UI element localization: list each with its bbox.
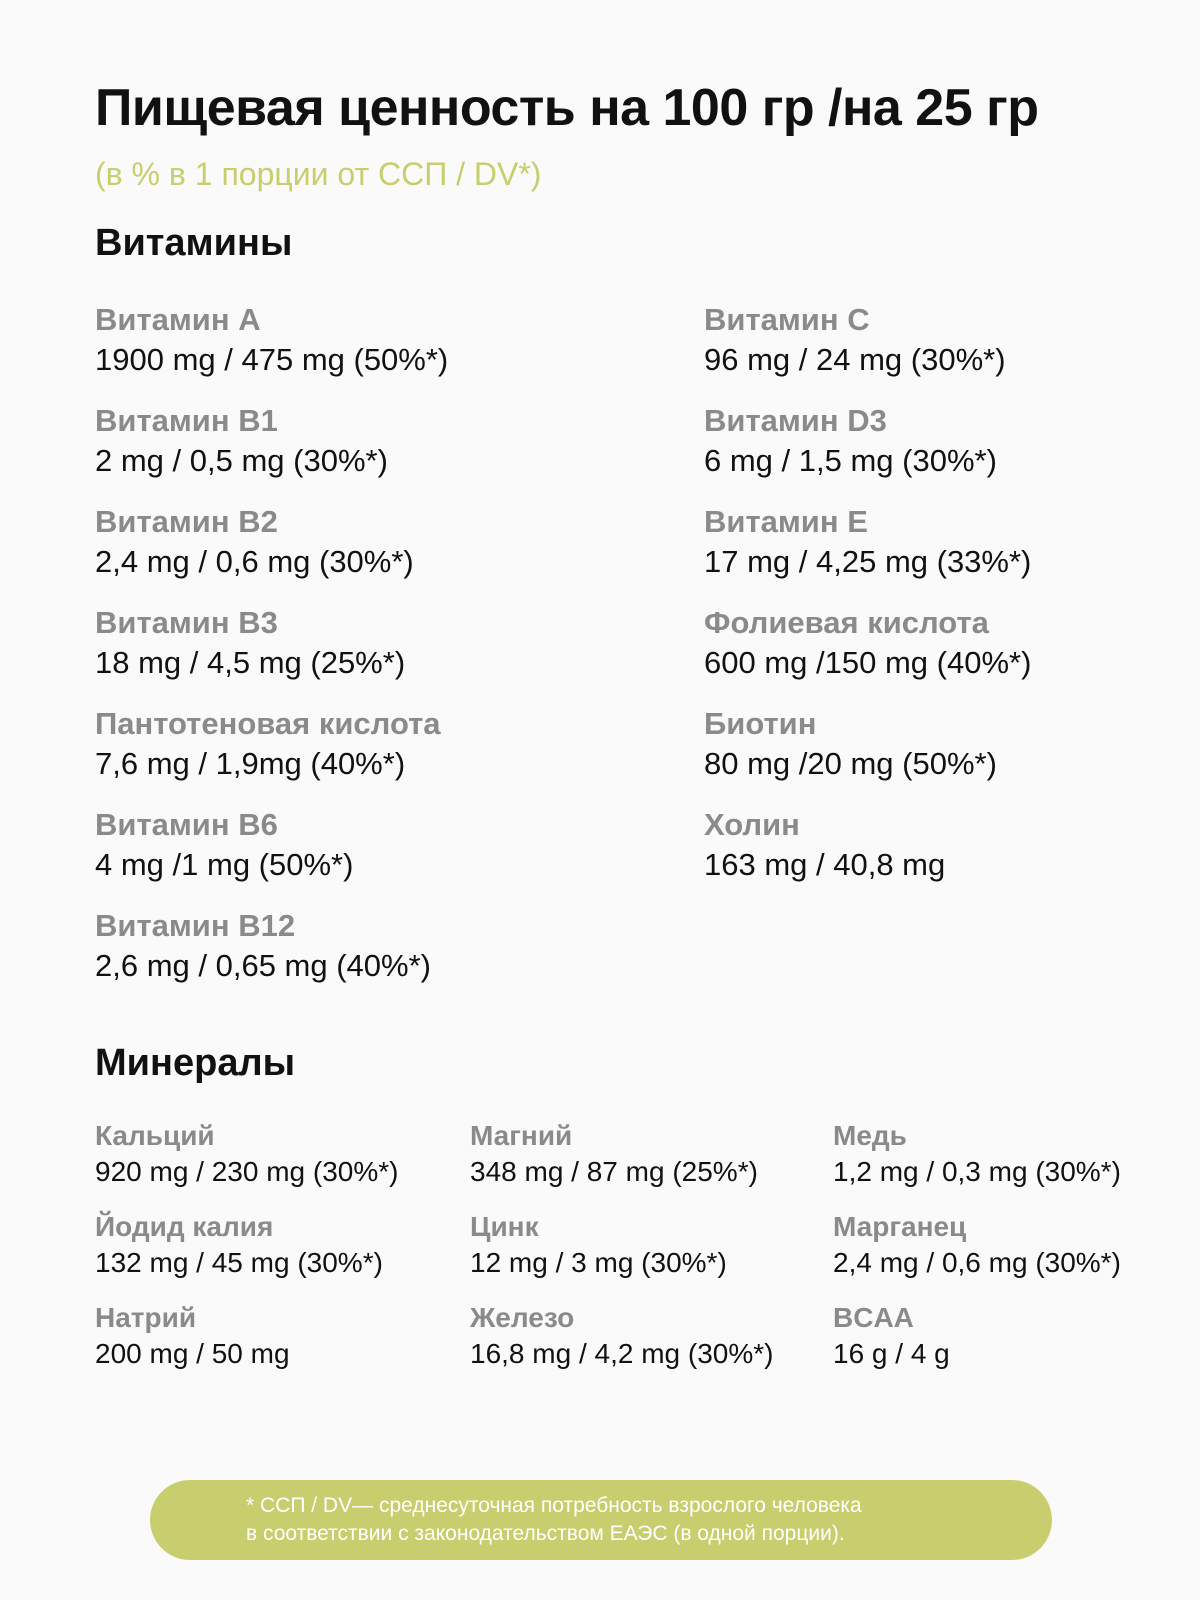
nutrient-item bbox=[470, 1209, 773, 1300]
nutrient-value: 4 mg /1 mg (50%*) bbox=[95, 847, 354, 882]
nutrient-value: 96 mg / 24 mg (30%*) bbox=[704, 342, 1006, 377]
footnote-line-2: в соответствии с законодательством ЕАЭС (в одной порции). bbox=[246, 1522, 845, 1545]
nutrient-name: Медь bbox=[833, 1120, 907, 1151]
minerals-column-3 bbox=[833, 1118, 1121, 1391]
nutrient-name: Магний bbox=[470, 1120, 573, 1151]
nutrient-item bbox=[704, 300, 1031, 401]
nutrient-value: 1,2 mg / 0,3 mg (30%*) bbox=[833, 1156, 1121, 1187]
nutrient-item bbox=[704, 502, 1031, 603]
footnote-line-1: * ССП / DV— среднесуточная потребность взрослого человека bbox=[246, 1494, 862, 1517]
nutrient-value: 16,8 mg / 4,2 mg (30%*) bbox=[470, 1338, 774, 1369]
vitamins-heading: Витамины bbox=[95, 222, 293, 264]
nutrient-item bbox=[704, 805, 1031, 906]
nutrient-item bbox=[833, 1118, 1121, 1209]
nutrient-name: Железо bbox=[470, 1302, 575, 1333]
nutrient-value: 17 mg / 4,25 mg (33%*) bbox=[704, 544, 1032, 579]
nutrient-item bbox=[95, 805, 448, 906]
nutrient-value: 2,6 mg / 0,65 mg (40%*) bbox=[95, 948, 431, 983]
nutrient-item bbox=[704, 704, 1031, 805]
nutrient-item bbox=[470, 1118, 773, 1209]
nutrient-item bbox=[95, 300, 448, 401]
nutrient-item bbox=[833, 1209, 1121, 1300]
vitamins-right-column bbox=[704, 300, 1031, 906]
nutrient-value: 1900 mg / 475 mg (50%*) bbox=[95, 342, 449, 377]
nutrient-item bbox=[95, 603, 448, 704]
nutrient-value: 7,6 mg / 1,9mg (40%*) bbox=[95, 746, 406, 781]
nutrient-item bbox=[704, 603, 1031, 704]
nutrient-name: Марганец bbox=[833, 1211, 967, 1242]
minerals-column-1 bbox=[95, 1118, 399, 1391]
nutrient-name: Цинк bbox=[470, 1211, 539, 1242]
footnote-banner bbox=[150, 1480, 1052, 1560]
nutrient-name: Холин bbox=[704, 807, 800, 842]
nutrient-item bbox=[95, 1118, 399, 1209]
nutrient-name: Витамин В6 bbox=[95, 807, 278, 842]
nutrient-item bbox=[95, 502, 448, 603]
nutrient-item bbox=[95, 1300, 399, 1391]
nutrient-value: 132 mg / 45 mg (30%*) bbox=[95, 1247, 383, 1278]
nutrient-name: Витамин А bbox=[95, 302, 261, 337]
nutrient-item bbox=[95, 906, 448, 1007]
nutrient-value: 18 mg / 4,5 mg (25%*) bbox=[95, 645, 406, 680]
nutrient-value: 348 mg / 87 mg (25%*) bbox=[470, 1156, 758, 1187]
nutrient-name: Биотин bbox=[704, 706, 817, 741]
nutrient-name: Кальций bbox=[95, 1120, 215, 1151]
nutrient-name: Витамин В2 bbox=[95, 504, 278, 539]
nutrient-value: 12 mg / 3 mg (30%*) bbox=[470, 1247, 727, 1278]
page-title: Пищевая ценность на 100 гр /на 25 гр bbox=[95, 79, 1039, 137]
nutrient-item bbox=[833, 1300, 1121, 1391]
nutrient-value: 80 mg /20 mg (50%*) bbox=[704, 746, 997, 781]
nutrient-name: Пантотеновая кислота bbox=[95, 706, 441, 741]
nutrient-value: 2 mg / 0,5 mg (30%*) bbox=[95, 443, 388, 478]
nutrient-value: 600 mg /150 mg (40%*) bbox=[704, 645, 1032, 680]
nutrient-name: Витамин В12 bbox=[95, 908, 296, 943]
nutrient-name: Фолиевая кислота bbox=[704, 605, 989, 640]
minerals-column-2 bbox=[470, 1118, 773, 1391]
nutrient-name: BCAA bbox=[833, 1302, 914, 1333]
nutrient-name: Витамин В3 bbox=[95, 605, 278, 640]
nutrient-value: 2,4 mg / 0,6 mg (30%*) bbox=[95, 544, 414, 579]
minerals-heading: Минералы bbox=[95, 1042, 296, 1084]
nutrient-item bbox=[95, 704, 448, 805]
nutrient-name: Витамин Е bbox=[704, 504, 868, 539]
page-subtitle: (в % в 1 порции от ССП / DV*) bbox=[95, 156, 542, 192]
nutrient-name: Витамин D3 bbox=[704, 403, 887, 438]
nutrient-value: 200 mg / 50 mg bbox=[95, 1338, 290, 1369]
nutrient-name: Натрий bbox=[95, 1302, 197, 1333]
nutrient-item bbox=[470, 1300, 773, 1391]
nutrient-item bbox=[95, 401, 448, 502]
nutrient-name: Витамин В1 bbox=[95, 403, 278, 438]
nutrient-value: 920 mg / 230 mg (30%*) bbox=[95, 1156, 399, 1187]
nutrient-value: 163 mg / 40,8 mg bbox=[704, 847, 946, 882]
nutrient-value: 2,4 mg / 0,6 mg (30%*) bbox=[833, 1247, 1121, 1278]
nutrient-name: Йодид калия bbox=[95, 1211, 274, 1242]
nutrient-value: 6 mg / 1,5 mg (30%*) bbox=[704, 443, 997, 478]
nutrient-name: Витамин С bbox=[704, 302, 870, 337]
nutrient-item bbox=[704, 401, 1031, 502]
vitamins-left-column bbox=[95, 300, 448, 1007]
nutrient-value: 16 g / 4 g bbox=[833, 1338, 950, 1369]
nutrient-item bbox=[95, 1209, 399, 1300]
